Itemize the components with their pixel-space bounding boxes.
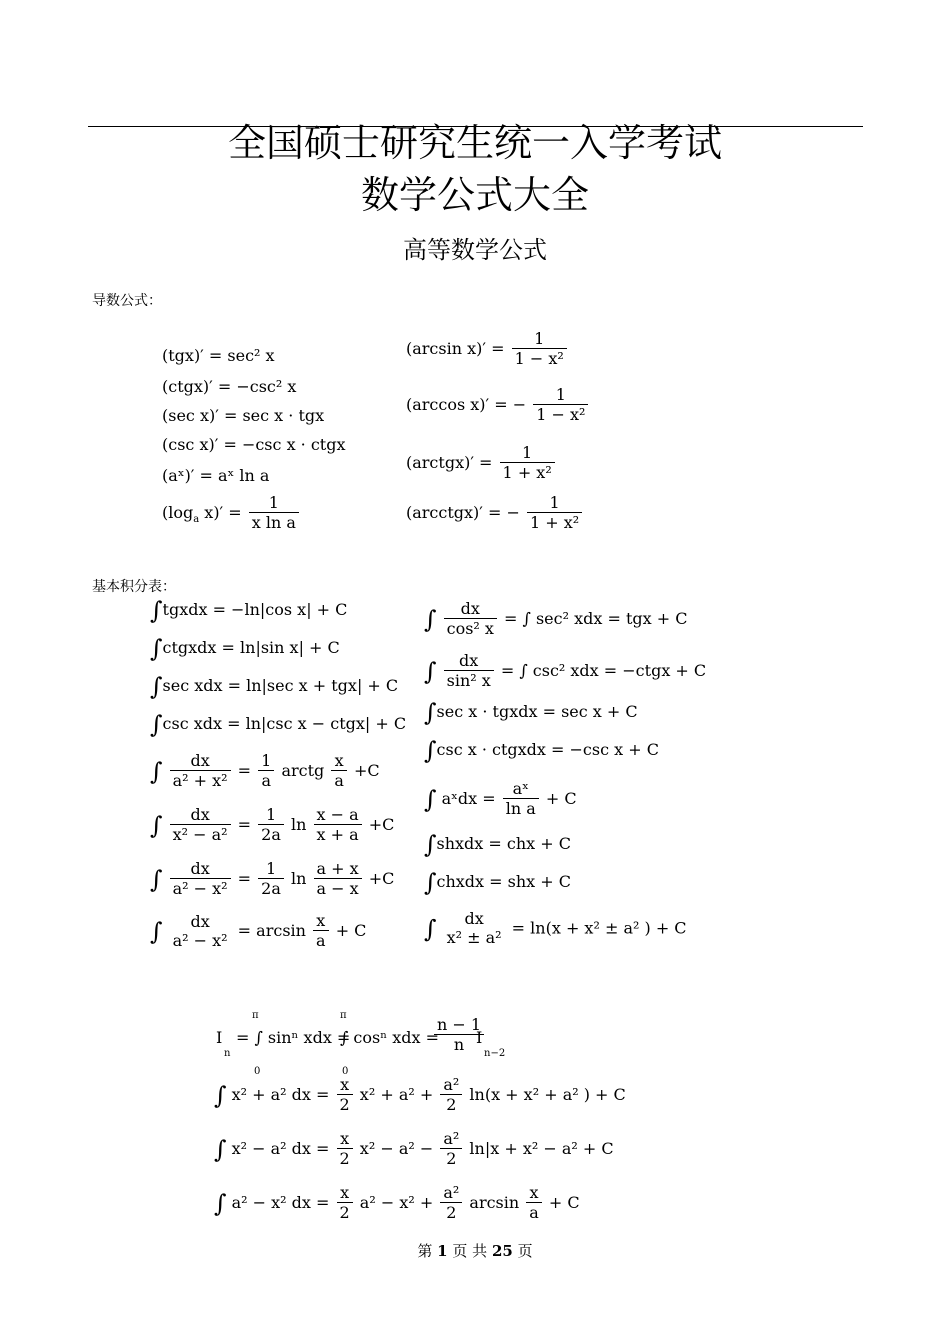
fraction: $\frac{1}{\text{1 + x²}}$ — [500, 444, 555, 483]
integral-sign: ∫ — [150, 865, 163, 894]
integral-formula: ∫ $\frac{dx}{\text{sin² x}}$ = ∫ csc² xdx = −ctgx + C — [424, 651, 707, 690]
integral-formula: ∫tgxdx = −ln|cos x| + C — [150, 596, 348, 625]
integral-formula: ∫ $\frac{dx}{\text{a² + x²}}$ = $\frac{1}{a}$ arctg $\frac{x}{a}$ +C — [150, 751, 380, 790]
integral-sign: ∫ — [424, 868, 437, 897]
integral-formula: ∫shxdx = chx + C — [424, 830, 572, 859]
root-integral: ∫ x² − a² dx = $\frac{x}{2}$ x² − a² − $\frac{\text{a²}}{2}$ ln|x + x² − a² + C — [214, 1129, 614, 1168]
integral-sign: ∫ — [424, 698, 437, 727]
subtitle: 高等数学公式 — [403, 236, 547, 264]
derivative-formula: (csc x)′ = −csc x · ctgx — [162, 435, 346, 454]
integral-formula: ∫ $\frac{dx}{\text{x² − a²}}$ = $\frac{1}{2a}$ ln $\frac{x - a}{x + a}$ +C — [150, 805, 395, 844]
page-number: 1 — [437, 1242, 448, 1260]
root-integral: ∫ a² − x² dx = $\frac{x}{2}$ a² − x² + $\frac{\text{a²}}{2}$ arcsin $\frac{x}{a}$ + C — [214, 1183, 580, 1222]
integral-sign: ∫ — [424, 736, 437, 765]
integral-formula: ∫chxdx = shx + C — [424, 868, 572, 897]
integral-formula: ∫ dx a² − x² = arcsin $\frac{x}{a}$ + C — [150, 911, 367, 950]
derivative-formula: (aˣ)′ = aˣ ln a — [162, 466, 270, 485]
integral-formula: ∫sec xdx = ln|sec x + tgx| + C — [150, 672, 399, 701]
integral-formula: ∫ dx x² ± a² = ln(x + x² ± a² ) + C — [424, 909, 687, 947]
section-derivatives: 导数公式： — [92, 293, 162, 309]
page-footer: 第 1 页 共 25 页 — [417, 1242, 533, 1260]
log-lhs: (log — [162, 503, 194, 522]
derivative-formula: (ctgx)′ = −csc² x — [162, 377, 297, 396]
log-base: a — [193, 514, 200, 526]
integral-sign: ∫ — [424, 657, 437, 686]
integral-formula: ∫ $\frac{dx}{\text{a² − x²}}$ = $\frac{1}{2a}$ ln $\frac{a + x}{a - x}$ +C — [150, 859, 395, 898]
derivative-formula: (arcsin x)′ = $\frac{1}{\text{1 − x²}}$ — [406, 330, 569, 369]
derivative-formula: (tgx)′ = sec² x — [162, 346, 275, 365]
integral-formula: ∫ aˣdx = $\frac{\text{aˣ}}{\text{ln a}}$ + C — [424, 779, 577, 818]
fraction: $\frac{1}{\text{1 + x²}}$ — [527, 494, 582, 533]
integral-sign: ∫ — [150, 811, 163, 840]
integral-sign: ∫ — [424, 830, 437, 859]
integral-sign: ∫ — [150, 757, 163, 786]
integral-sign: ∫ — [424, 915, 437, 943]
derivative-formula: (arctgx)′ = $\frac{1}{\text{1 + x²}}$ — [406, 444, 557, 483]
log-rhs: x)′ = — [199, 503, 242, 522]
integral-formula: ∫ctgxdx = ln|sin x| + C — [150, 634, 340, 663]
integral-sign: ∫ — [424, 785, 437, 814]
integral-sign: ∫ — [214, 1189, 227, 1218]
integral-sign: ∫ — [150, 634, 163, 663]
derivative-formula: (arccos x)′ = − $\frac{1}{\text{1 − x²}}$ — [406, 386, 590, 425]
derivative-formula: (sec x)′ = sec x · tgx — [162, 406, 325, 425]
integral-formula: ∫csc xdx = ln|csc x − ctgx| + C — [150, 710, 407, 739]
integral-formula: ∫csc x · ctgxdx = −csc x + C — [424, 736, 659, 765]
integral-sign: ∫ — [150, 596, 163, 625]
fraction: $\frac{1}{\text{1 − x²}}$ — [533, 386, 588, 425]
integral-formula: ∫ $\frac{dx}{\text{cos² x}}$ = ∫ sec² xdx = tgx + C — [424, 599, 688, 638]
integral-sign: ∫ — [214, 1135, 227, 1164]
integral-sign: ∫ — [150, 710, 163, 739]
main-title-line2: 数学公式大全 — [360, 173, 589, 217]
integral-formula: ∫sec x · tgxdx = sec x + C — [424, 698, 638, 727]
section-integrals: 基本积分表： — [92, 579, 176, 595]
page-total: 25 — [491, 1242, 513, 1260]
integral-sign: ∫ — [150, 917, 163, 946]
main-title-line1: 全国硕士研究生统一入学考试 — [227, 121, 722, 165]
derivative-formula-log — [162, 494, 301, 533]
integral-sign: ∫ — [214, 1081, 227, 1110]
fraction: $\frac{1}{\text{1 − x²}}$ — [512, 330, 567, 369]
root-integral: ∫ x² + a² dx = $\frac{x}{2}$ x² + a² + $\frac{\text{a²}}{2}$ ln(x + x² + a² ) + C — [214, 1075, 626, 1114]
integral-sign: ∫ — [150, 672, 163, 701]
derivative-formula: (arcctgx)′ = − $\frac{1}{\text{1 + x²}}$ — [406, 494, 584, 533]
integral-sign: ∫ — [424, 605, 437, 634]
fraction: $\frac{1}{\text{x ln a}}$ — [249, 494, 299, 533]
